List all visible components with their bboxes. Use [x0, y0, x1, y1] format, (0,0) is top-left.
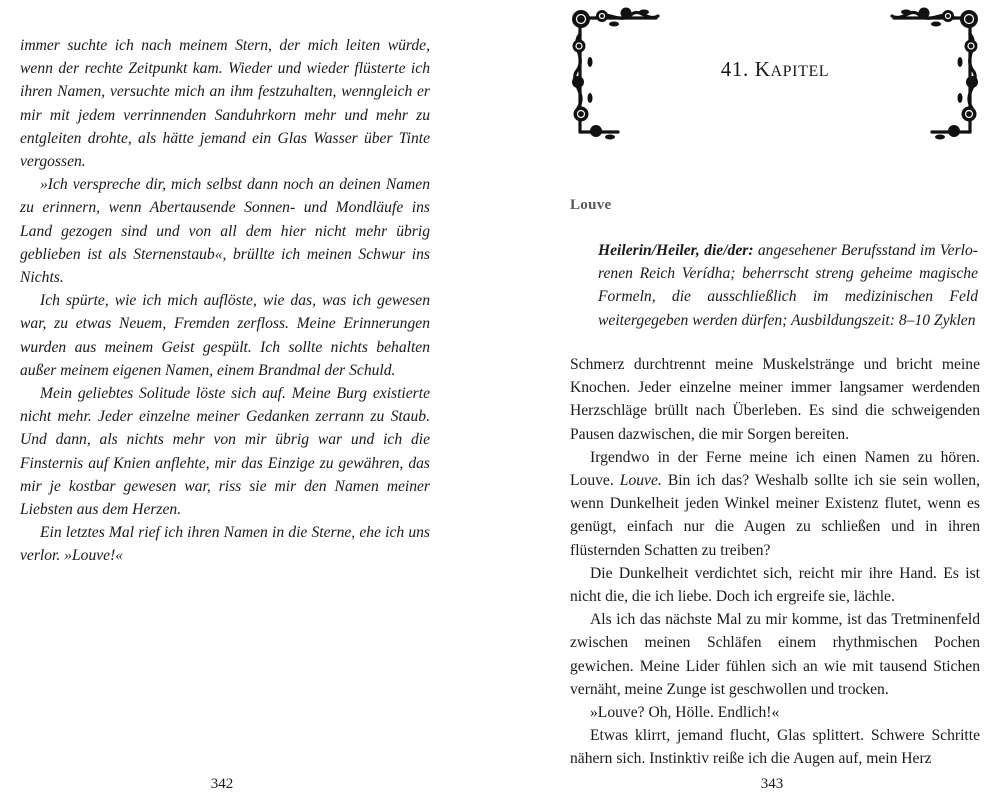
paragraph: immer suchte ich nach meinem Stern, der mich leiten würde, wenn der rechte Zeitpunkt kam. Wieder und wieder flüsterte ich ihren Namen, versuchte mich an ihm festzuhalten, wenngleich er mir mit jedem verrinnenden Sanduhrkorn mehr und mehr zu entgleiten drohte, als hätte jemand ein Glas Wasser über Tinte vergossen. — [20, 37, 430, 171]
paragraph: Als ich das nächste Mal zu mir komme, ist das Tretminenfeld zwischen meinen Schläfen einem rhythmischen Pochen gewichen. Meine Lider fühlen sich an wie mit tausend Stichen vernäht, meine Zunge ist geschwollen und trocken. — [570, 611, 980, 698]
glossary-entry — [598, 239, 978, 332]
chapter-word-rest: APITEL — [770, 63, 830, 80]
paragraph-lead: Irgendwo in der Ferne meine ich einen Namen zu hören. Louve. — [570, 448, 980, 490]
paragraph: Etwas klirrt, jemand flucht, Glas splittert. Schwere Schritte nähern sich. Instinktiv reiße ich die Augen auf, mein Herz — [570, 727, 980, 768]
paragraph — [570, 446, 980, 562]
paragraph: Mein geliebtes Solitude löste sich auf. Meine Burg existierte nicht mehr. Jeder einzelne meiner Gedanken zerrann zu Staub. Und dann, als nichts mehr von mir übrig war und ich die Finsternis auf Knien anflehte, mir das Einzige zu gewähren, das mir je kostbar gewesen war, riss sie mir den Namen meiner Liebsten aus dem Herzen. — [20, 385, 430, 519]
paragraph: Ich spürte, wie ich mich auflöste, wie das, was ich gewesen war, zu etwas Neuem, Fremden zerfloss. Meine Erinnerungen wurden aus meinem Geist gespült. Ich sollte nichts behalten außer meinem eigenen Namen, einem Brandmal der Schuld. — [20, 292, 430, 379]
rose-vine-bracket-icon — [888, 4, 984, 142]
glossary-definition: angesehener Berufsstand im Verlorenen Reich Verídha; beherrscht streng geheime magische Formeln, die ausschließlich im medizinischen Feld weitergegeben werden dürfen; Ausbildungszeit: 8–10 Zyklen — [598, 242, 978, 329]
rose-vine-bracket-icon — [566, 4, 662, 142]
paragraph: Ein letztes Mal rief ich ihren Namen in die Sterne, ehe ich uns verlor. »Louve!« — [20, 524, 430, 565]
right-page — [500, 0, 1000, 800]
chapter-number: 41. — [720, 57, 749, 81]
character-name: Louve — [570, 197, 612, 213]
paragraph: Schmerz durchtrennt meine Muskelstränge und bricht meine Knochen. Jeder einzelne meiner immer langsamer werdenden Herzschläge brüllt nach Überleben. Es sind die schweigenden Pausen dazwischen, die mir Sorgen bereiten. — [570, 356, 980, 443]
paragraph: »Louve? Oh, Hölle. Endlich!« — [590, 704, 780, 722]
paragraph: Die Dunkelheit verdichtet sich, reicht mir ihre Hand. Es ist nicht die, die ich liebe. Doch ich ergreife sie, lächle. — [570, 564, 980, 606]
right-page-text — [570, 353, 980, 771]
emphasis: Louve. — [619, 472, 662, 490]
paragraph: »Ich verspreche dir, mich selbst dann noch an deinen Namen zu erinnern, wenn Abertausende Sonnen- und Mondläufe ins Land gezogen sind und von all dem hier nicht mehr übrig geblieben ist als Sternenstaub«, brüllte ich meinen Schwur ins Nichts. — [20, 176, 430, 287]
page-number-right: 343 — [760, 776, 784, 792]
left-page-text — [20, 34, 430, 568]
chapter-initial: K — [754, 57, 771, 81]
glossary-term: Heilerin/Heiler, die/der: — [598, 242, 754, 259]
chapter-heading — [660, 57, 890, 82]
page-number-left: 342 — [210, 776, 234, 792]
paragraph-tail: Bin ich das? Weshalb sollte ich sie sein wollen, wenn Dunkelheit jeden Winkel meiner Existenz flutet, wenn es genügt, einfach nur die Augen zu schließen und in ihren flüsternden Schatten zu treiben? — [570, 472, 980, 559]
